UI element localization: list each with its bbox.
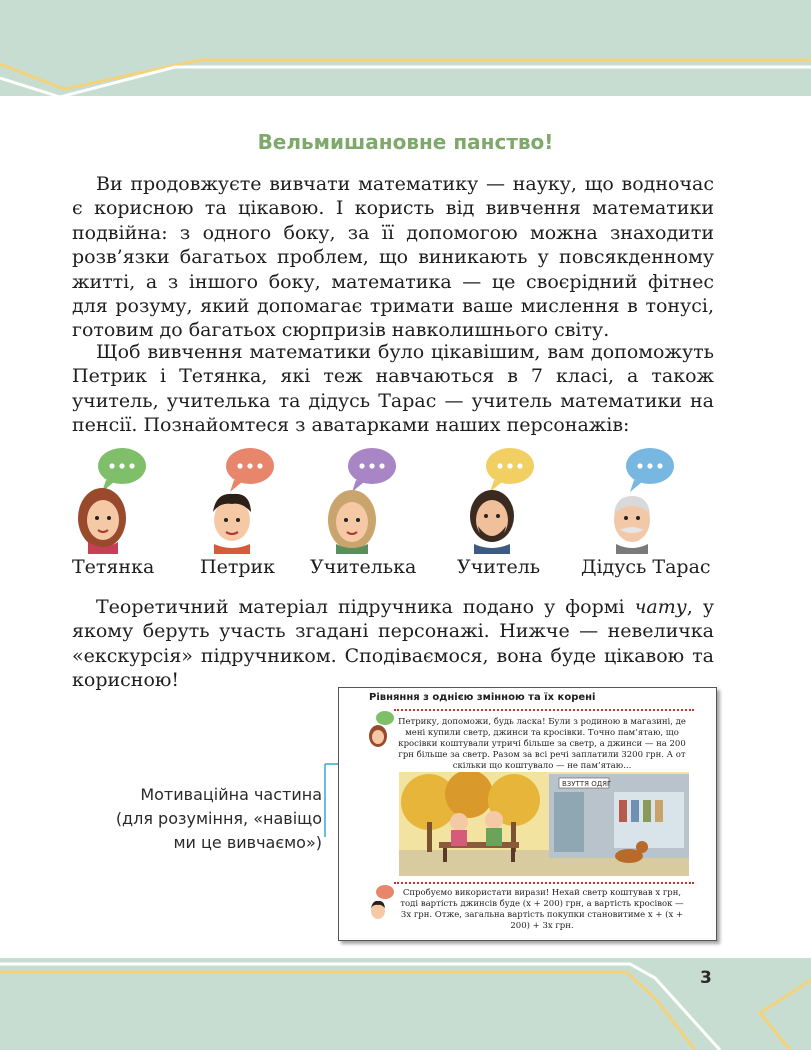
character-name: Тетянка: [72, 556, 155, 578]
preview-illustration: [399, 772, 689, 876]
preview-answer: Спробуємо використати вирази! Нехай светр коштував x грн, тоді вартість джинсів буде (x + 200) грн, а вартість кросівок — 3x грн. Отже, загальна вартість покупки становитиме x + (x + 200) + 3x грн.: [400, 888, 684, 931]
preview-question: Петрику, допоможи, будь ласка! Були з родиною в магазині, де мені купили светр, джинси та кросівки. Точно пам’ятаю, що кросівки коштували утричі більше за светр, а джинси — на 200 грн більше за светр. Разом за всі речі заплатили 3200 грн. А от скільки що коштувало — не пам’ятаю...: [398, 717, 686, 771]
character-name: Учитель: [457, 556, 541, 578]
character-name: Учителька: [310, 556, 417, 578]
dotted-divider: [394, 882, 694, 884]
textbook-preview: [338, 687, 717, 941]
tetianka-small-avatar: [367, 710, 395, 748]
chat-word: чату: [634, 596, 687, 618]
top-decor-lines: [0, 40, 811, 100]
tetianka-avatar: [72, 444, 152, 554]
svg-text:ВЗУТТЯ ОДЯГ: ВЗУТТЯ ОДЯГ: [562, 780, 612, 788]
uchytelka-avatar: [322, 444, 402, 554]
preview-title: Рівняння з однією змінною та їх корені: [369, 692, 596, 703]
intro-paragraph: Ви продовжуєте вивчати математику — науку, що водночас є корисною та цікавою. І користь від вивчення математики подвійна: з одного боку, за її допомогою можна знаходити розв’язки багатьох проблем, що виникають у повсякденному житті, а з іншого боку, математика — це своєрідний фітнес для розуму, який допомагає тримати ваше мислення в тонусі, готовим до багатьох сюрпризів навколишнього світу.: [72, 173, 714, 342]
bottom-decor-lines: [0, 958, 811, 1050]
chat-paragraph: Теоретичний матеріал підручника подано у формі чату, у якому беруть участь згадані персонажі. Нижче — невеличка «екскурсія» підручником. Сподіваємося, вона буде цікавою та корисною!: [72, 596, 714, 692]
dotted-divider: [394, 709, 694, 711]
didus-taras-avatar: [602, 444, 682, 554]
character-name: Петрик: [200, 556, 276, 578]
characters-paragraph: Щоб вивчення математики було цікавішим, вам допоможуть Петрик і Тетянка, які теж навчаються в 7 класі, а також учитель, учителька та дідусь Тарас — учитель математики на пенсії. Познайомтеся з аватарками наших персонажів:: [72, 341, 714, 437]
petryk-avatar: [200, 444, 280, 554]
page-number: 3: [700, 968, 712, 988]
uchytel-avatar: [460, 444, 540, 554]
caption-connector: [322, 761, 336, 839]
motivation-caption: Мотиваційна частина (для розуміння, «навіщо ми це вивчаємо»): [115, 785, 322, 852]
character-name: Дідусь Тарас: [581, 556, 711, 578]
page-title: Вельмишановне панство!: [257, 130, 554, 154]
petryk-small-avatar: [367, 884, 395, 922]
